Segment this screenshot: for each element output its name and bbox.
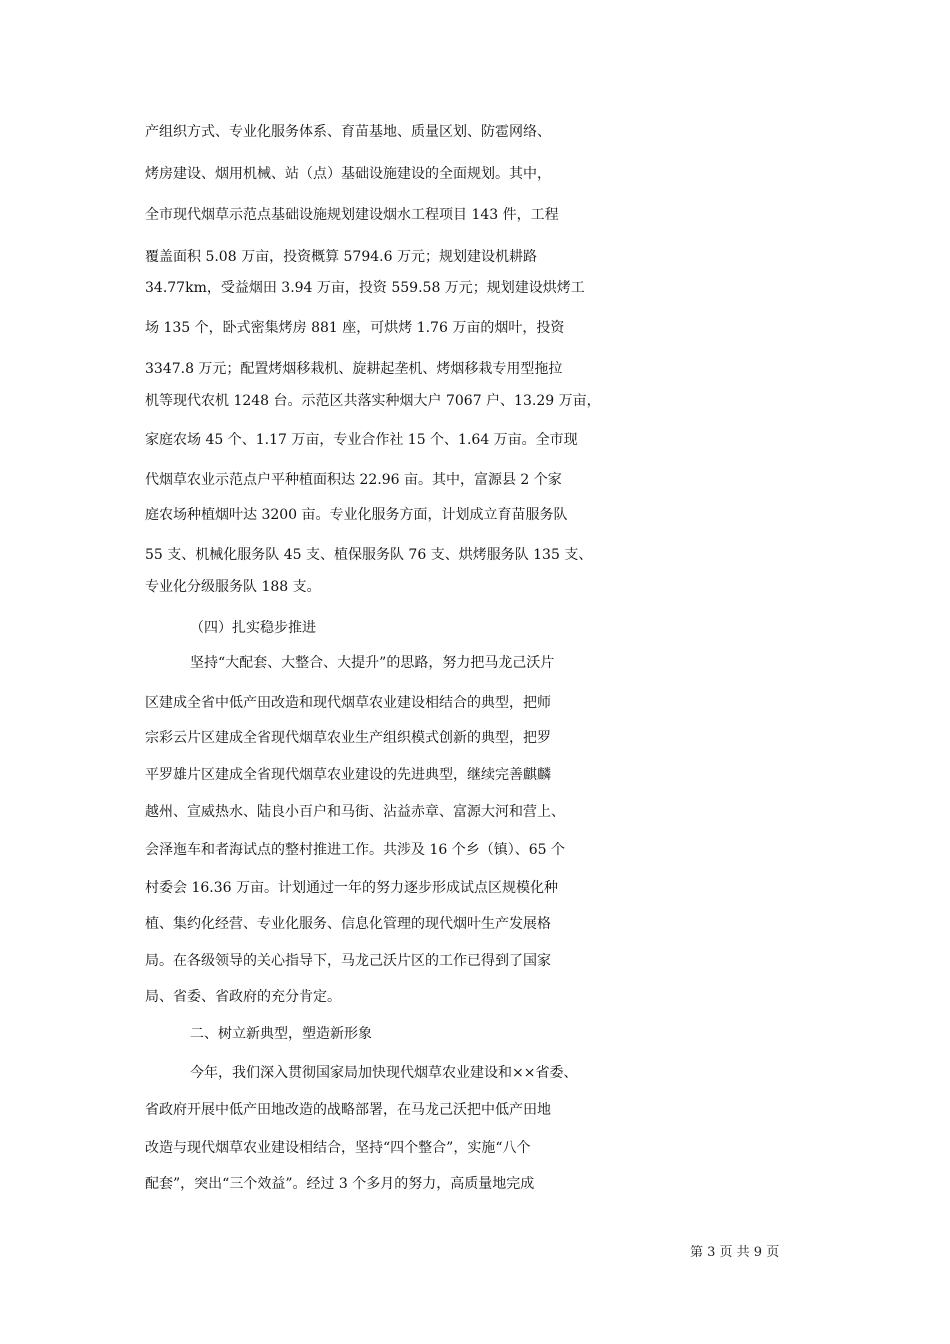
- body-line: 省政府开展中低产田地改造的战略部署，在马龙己沃把中低产田地: [145, 1102, 551, 1118]
- body-line: 宗彩云片区建成全省现代烟草农业生产组织模式创新的典型，把罗: [145, 730, 551, 746]
- body-line: 庭农场种植烟叶达 3200 亩。专业化服务方面，计划成立育苗服务队: [145, 507, 568, 523]
- section-heading: （四）扎实稳步推进: [190, 620, 316, 636]
- body-line: 全市现代烟草示范点基础设施规划建设烟水工程项目 143 件，工程: [145, 207, 559, 223]
- body-line: 34.77km，受益烟田 3.94 万亩，投资 559.58 万元；规划建设烘烤工: [145, 280, 585, 296]
- body-line: 村委会 16.36 万亩。计划通过一年的努力逐步形成试点区规模化种: [145, 880, 558, 896]
- body-line: 机等现代农机 1248 台。示范区共落实种烟大户 7067 户、13.29 万亩，: [145, 393, 601, 409]
- section-heading: 二、树立新典型，塑造新形象: [190, 1026, 372, 1042]
- body-line: 越州、宣威热水、陆良小百户和马街、沾益赤章、富源大河和营上、: [145, 804, 565, 820]
- body-line: 局。在各级领导的关心指导下，马龙己沃片区的工作已得到了国家: [145, 953, 551, 969]
- body-line: 局、省委、省政府的充分肯定。: [145, 989, 341, 1005]
- body-line: 烤房建设、烟用机械、站（点）基础设施建设的全面规划。其中，: [145, 166, 551, 182]
- body-line: 配套”，突出“三个效益”。经过 3 个多月的努力，高质量地完成: [145, 1176, 535, 1192]
- body-line: 代烟草农业示范点户平种植面积达 22.96 亩。其中，富源县 2 个家: [145, 472, 562, 488]
- body-line: 专业化分级服务队 188 支。: [145, 579, 321, 595]
- paragraph-first-line: 今年，我们深入贯彻国家局加快现代烟草农业建设和××省委、: [190, 1065, 578, 1081]
- body-line: 覆盖面积 5.08 万亩，投资概算 5794.6 万元；规划建设机耕路: [145, 249, 537, 265]
- body-line: 会泽迤车和者海试点的整村推进工作。共涉及 16 个乡（镇）、65 个: [145, 842, 565, 858]
- body-line: 场 135 个，卧式密集烤房 881 座，可烘烤 1.76 万亩的烟叶，投资: [145, 320, 565, 336]
- body-line: 区建成全省中低产田改造和现代烟草农业建设相结合的典型，把师: [145, 695, 551, 711]
- body-line: 家庭农场 45 个、1.17 万亩，专业合作社 15 个、1.64 万亩。全市现: [145, 432, 578, 448]
- page-number: 第 3 页 共 9 页: [690, 1245, 780, 1260]
- body-line: 改造与现代烟草农业建设相结合，坚持“四个整合”，实施“八个: [145, 1140, 531, 1156]
- body-line: 55 支、机械化服务队 45 支、植保服务队 76 支、烘烤服务队 135 支、: [145, 547, 593, 563]
- body-line: 产组织方式、专业化服务体系、育苗基地、质量区划、防雹网络、: [145, 124, 551, 140]
- body-line: 3347.8 万元；配置烤烟移栽机、旋耕起垄机、烤烟移栽专用型拖拉: [145, 361, 563, 377]
- body-line: 平罗雄片区建成全省现代烟草农业建设的先进典型，继续完善麒麟: [145, 767, 551, 783]
- paragraph-first-line: 坚持“大配套、大整合、大提升”的思路，努力把马龙己沃片: [190, 655, 555, 671]
- body-line: 植、集约化经营、专业化服务、信息化管理的现代烟叶生产发展格: [145, 916, 551, 932]
